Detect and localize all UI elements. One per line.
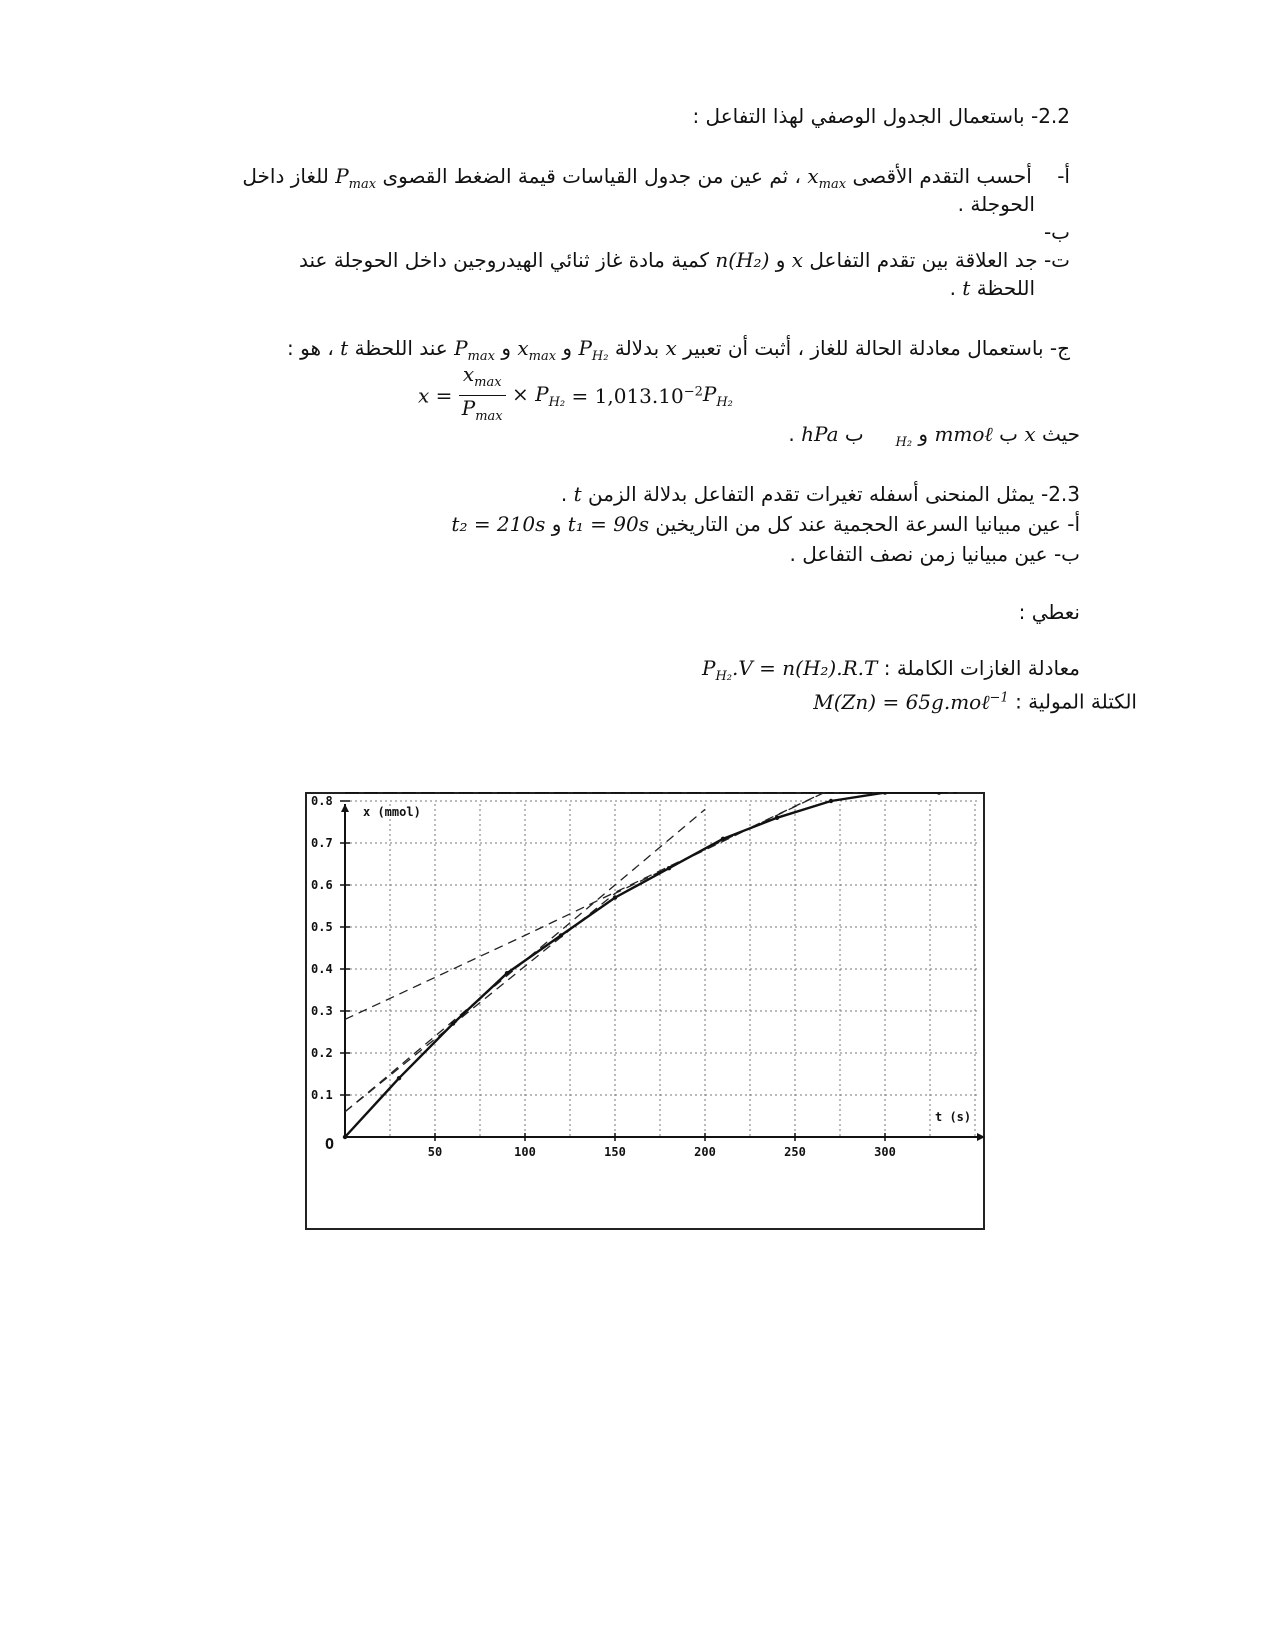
data-point [397, 1076, 401, 1080]
q22-item-a-cont: الحوجلة . [957, 192, 1035, 216]
y-tick-label: 0.1 [311, 1088, 333, 1102]
q22-item-t: ت- جد العلاقة بين تقدم التفاعل x و n(H₂) كمية مادة غاز ثنائي الهيدروجين داخل الحوجلة عند [299, 248, 1070, 272]
data-point [667, 866, 671, 870]
y-axis-label: x (mmol) [363, 805, 421, 819]
q22-item-b: ب- [1043, 220, 1070, 244]
q23-item-a: أ- عين مبيانيا السرعة الحجمية عند كل من التاريخين t₁ = 90s و t₂ = 210s [451, 512, 1080, 536]
y-tick-label: 0.6 [311, 878, 333, 892]
y-tick-label: 0.8 [311, 794, 333, 808]
q23-item-b: ب- عين مبيانيا زمن نصف التفاعل . [789, 542, 1080, 566]
data-point [343, 1135, 347, 1139]
q22-item-a: أ- أحسب التقدم الأقصى $x_{max}$ ، ثم عين من جدول القياسات قيمة الضغط القصوى $P_{max}$ للغاز داخل [242, 164, 1070, 192]
q22-item-c: ج- باستعمال معادلة الحالة للغاز ، أثبت أن تعبير x بدلالة $P_{H_2}$ و $x_{max}$ و $P_{max}$ عند اللحظة t ، هو : [287, 336, 1070, 364]
origin-label: O [325, 1135, 335, 1153]
x-tick-label: 300 [874, 1145, 896, 1159]
data-point [451, 1021, 455, 1025]
formula-x: x = $\frac{x_{max}}{P_{max}}$ × $P_{H_2} = 1,013.10^{-2}P_{H_2}$ [418, 362, 733, 424]
x-tick-label: 100 [514, 1145, 536, 1159]
data-point [613, 895, 617, 899]
molar-mass-line: الكتلة المولية : M(Zn) = 65g.moℓ$^{-1}$ [813, 689, 1137, 714]
q22-heading: 2.2- باستعمال الجدول الوصفي لهذا التفاعل : [692, 104, 1070, 128]
x-tick-label: 250 [784, 1145, 806, 1159]
y-tick-label: 0.4 [311, 962, 333, 976]
q22-where-line: حيث x ب mmoℓ و $_{H_2}$ ب hPa . [788, 422, 1080, 450]
given-label: نعطي : [1018, 600, 1080, 624]
y-tick-label: 0.7 [311, 836, 333, 850]
gas-law-line: معادلة الغازات الكاملة : $P_{H_2}.V = n(H_2).R.T$ [701, 656, 1080, 684]
item-a-marker: أ- [1057, 164, 1070, 188]
data-point [775, 816, 779, 820]
data-point [505, 971, 509, 975]
x-tick-label: 150 [604, 1145, 626, 1159]
data-point [829, 799, 833, 803]
y-tick-label: 0.2 [311, 1046, 333, 1060]
x-tick-label: 50 [427, 1145, 443, 1159]
x-tick-label: 200 [694, 1145, 716, 1159]
q23-heading: 2.3- يمثل المنحنى أسفله تغيرات تقدم التفاعل بدلالة الزمن t . [560, 482, 1080, 506]
x-axis-label: t (s) [935, 1110, 972, 1124]
q22-item-t-cont: اللحظة t . [949, 276, 1035, 300]
y-tick-label: 0.3 [311, 1004, 333, 1018]
data-point [721, 837, 725, 841]
y-tick-label: 0.5 [311, 920, 333, 934]
data-point [559, 933, 563, 937]
advancement-chart [305, 792, 985, 1230]
